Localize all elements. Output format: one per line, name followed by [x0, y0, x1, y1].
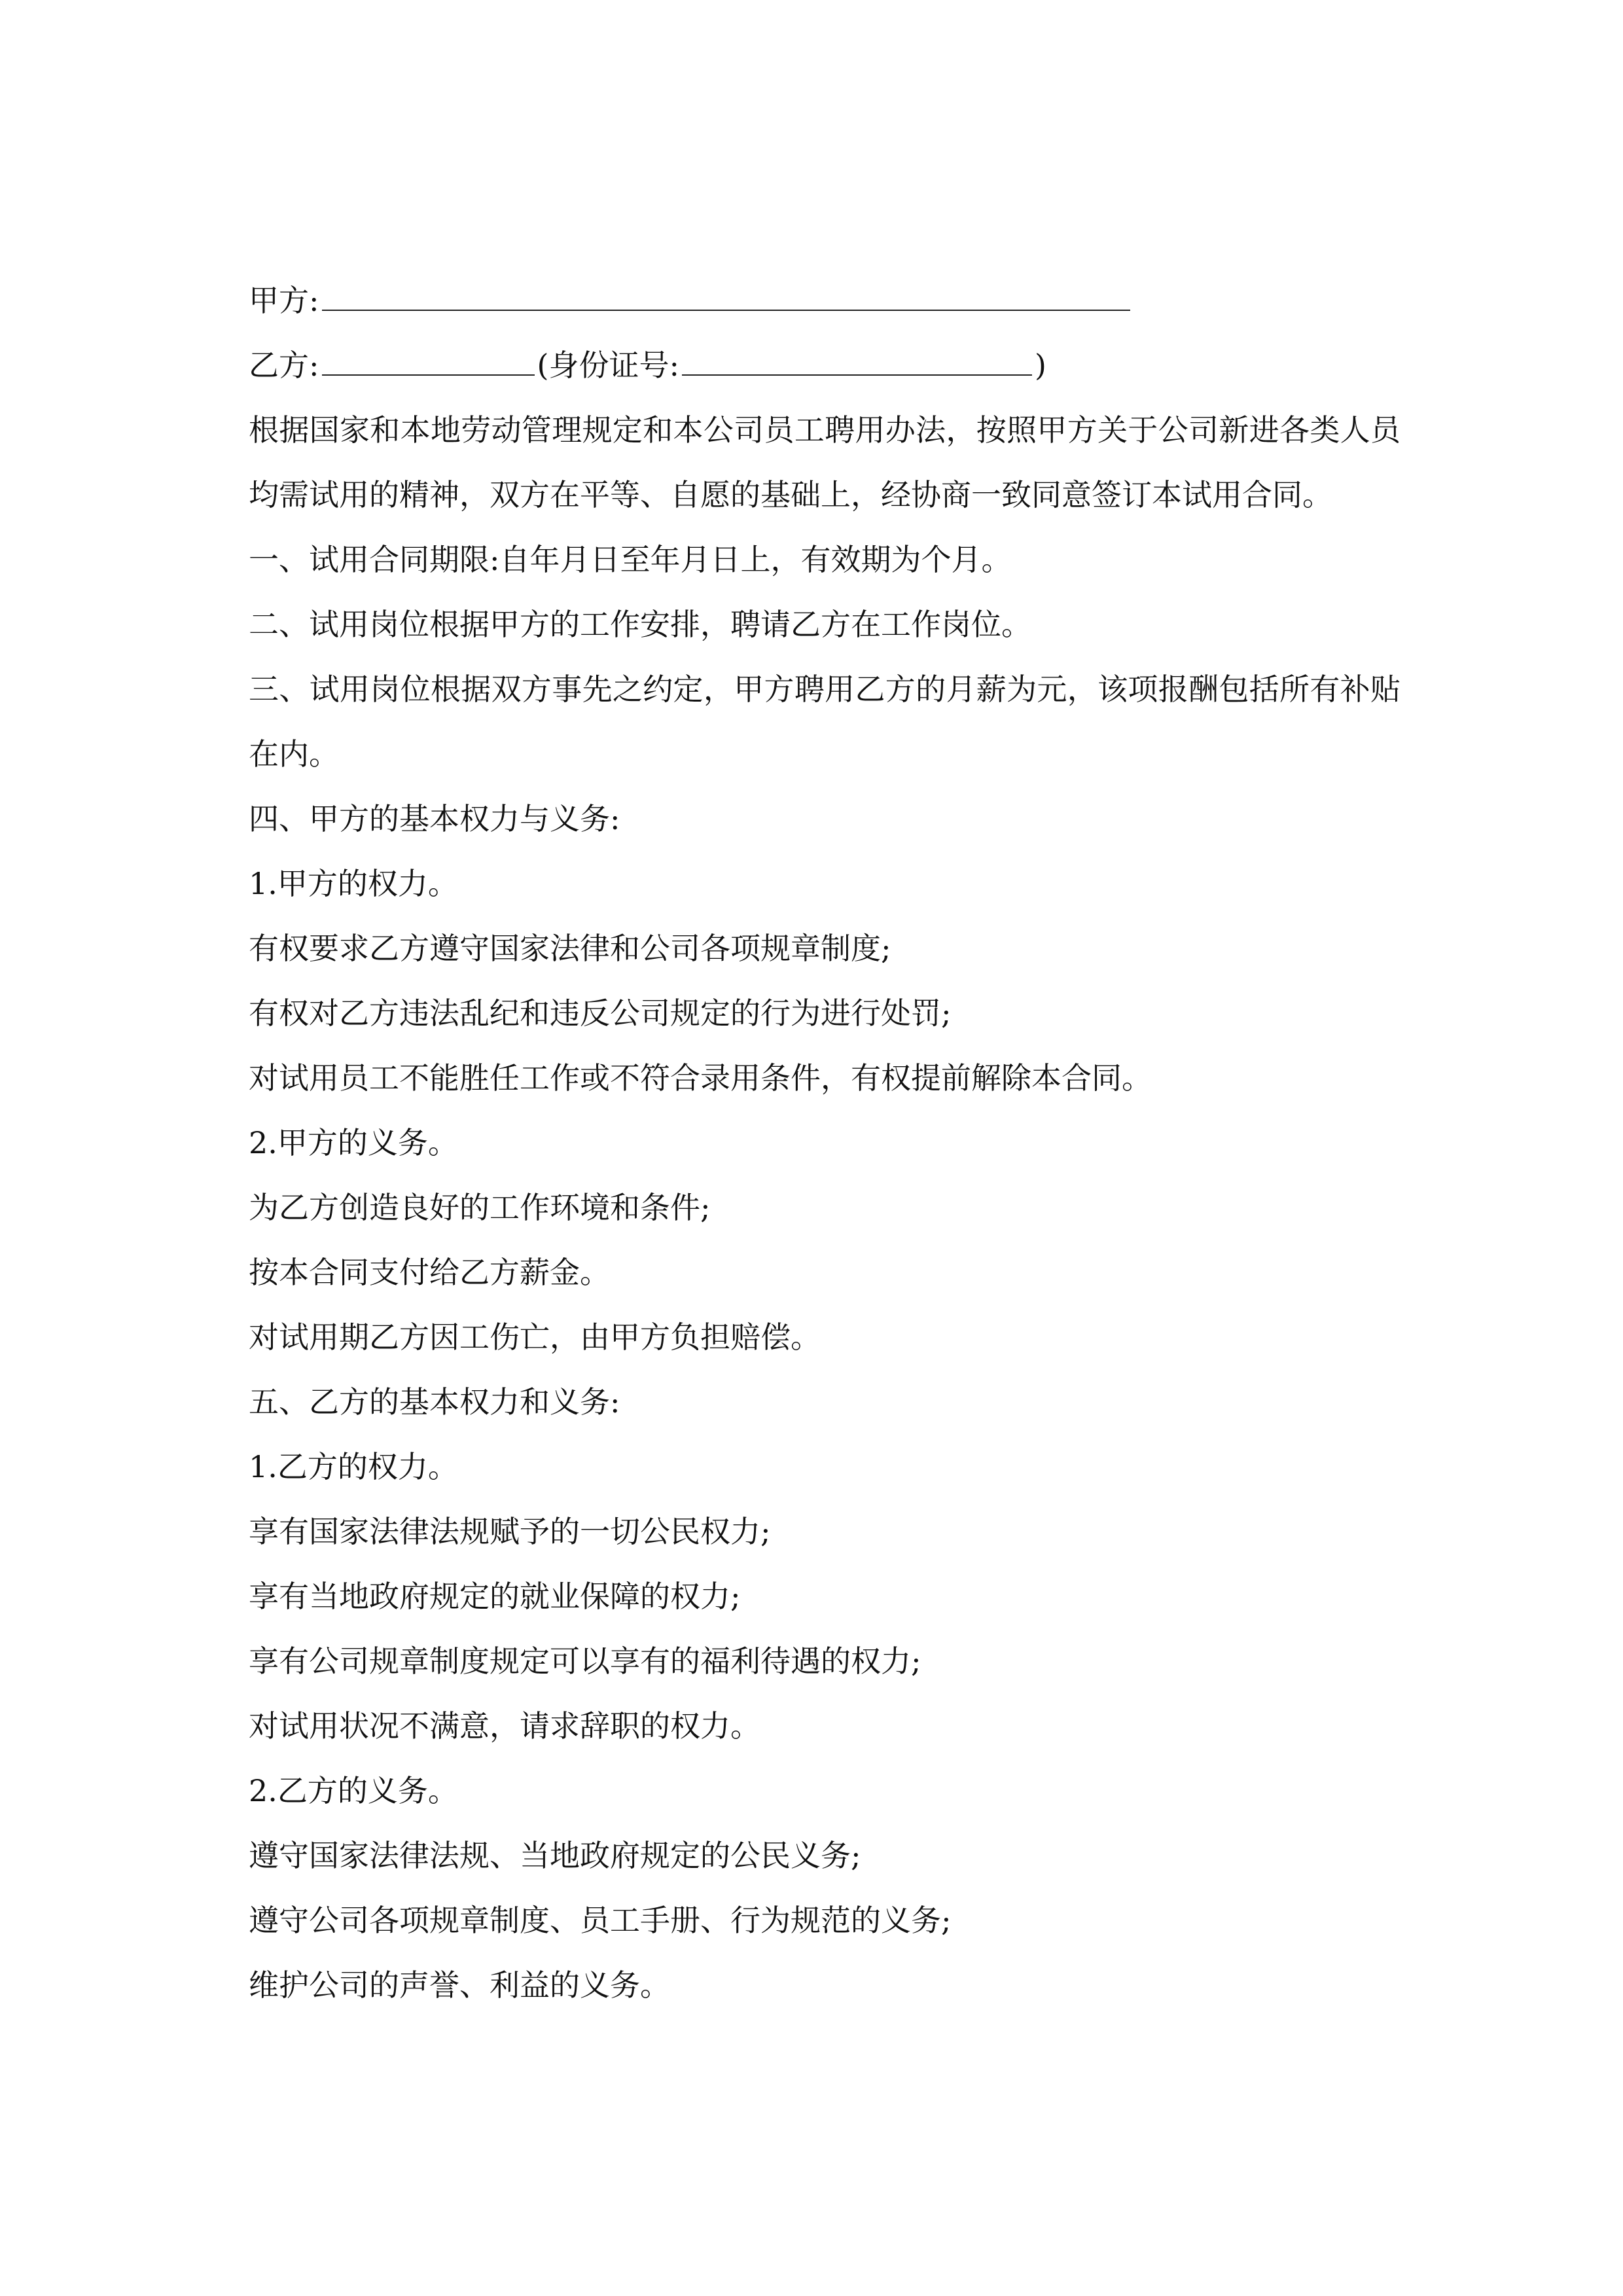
list-item: 按本合同支付给乙方薪金。 [249, 1255, 610, 1290]
clause-position: 二、试用岗位根据甲方的工作安排，聘请乙方在工作岗位。 [249, 607, 1031, 642]
list-item: 遵守公司各项规章制度、员工手册、行为规范的义务; [249, 1903, 952, 1938]
party-b-name-blank[interactable] [322, 344, 535, 376]
subsection-party-a-rights: 1.甲方的权力。 [249, 866, 458, 901]
list-item: 有权要求乙方遵守国家法律和公司各项规章制度; [249, 931, 891, 966]
subsection-party-b-duties: 2.乙方的义务。 [249, 1773, 458, 1808]
list-item: 享有当地政府规定的就业保障的权力; [249, 1579, 741, 1614]
party-b-id-close: ) [1034, 348, 1046, 383]
list-item: 为乙方创造良好的工作环境和条件; [249, 1190, 711, 1225]
clause-term: 一、试用合同期限:自年月日至年月日上，有效期为个月。 [249, 542, 1012, 577]
subsection-party-b-rights: 1.乙方的权力。 [249, 1449, 458, 1484]
contract-body [249, 268, 1400, 2018]
party-b-line [249, 333, 1400, 398]
list-item: 享有公司规章制度规定可以享有的福利待遇的权力; [249, 1643, 921, 1679]
list-item: 对试用员工不能胜任工作或不符合录用条件，有权提前解除本合同。 [249, 1060, 1152, 1096]
party-b-id-label: (身份证号: [537, 348, 679, 383]
list-item: 对试用状况不满意，请求辞职的权力。 [249, 1708, 760, 1744]
section-party-a-rights-duties: 四、甲方的基本权力与义务: [249, 801, 620, 836]
party-a-label: 甲方: [249, 283, 319, 318]
section-party-b-rights-duties: 五、乙方的基本权力和义务: [249, 1384, 620, 1420]
list-item: 享有国家法律法规赋予的一切公民权力; [249, 1514, 771, 1549]
list-item: 有权对乙方违法乱纪和违反公司规定的行为进行处罚; [249, 996, 952, 1031]
subsection-party-a-duties: 2.甲方的义务。 [249, 1125, 458, 1160]
party-b-id-blank[interactable] [682, 344, 1032, 376]
party-b-label: 乙方: [249, 348, 319, 383]
list-item: 对试用期乙方因工伤亡，由甲方负担赔偿。 [249, 1319, 821, 1355]
clause-salary: 三、试用岗位根据双方事先之约定，甲方聘用乙方的月薪为元，该项报酬包括所有补贴在内。 [249, 672, 1400, 772]
list-item: 维护公司的声誉、利益的义务。 [249, 1967, 670, 2003]
party-a-line [249, 268, 1400, 333]
intro-paragraph: 根据国家和本地劳动管理规定和本公司员工聘用办法，按照甲方关于公司新进各类人员均需试用的精神，双方在平等、自愿的基础上，经协商一致同意签订本试用合同。 [249, 412, 1400, 512]
party-a-blank[interactable] [322, 279, 1130, 311]
list-item: 遵守国家法律法规、当地政府规定的公民义务; [249, 1838, 861, 1873]
